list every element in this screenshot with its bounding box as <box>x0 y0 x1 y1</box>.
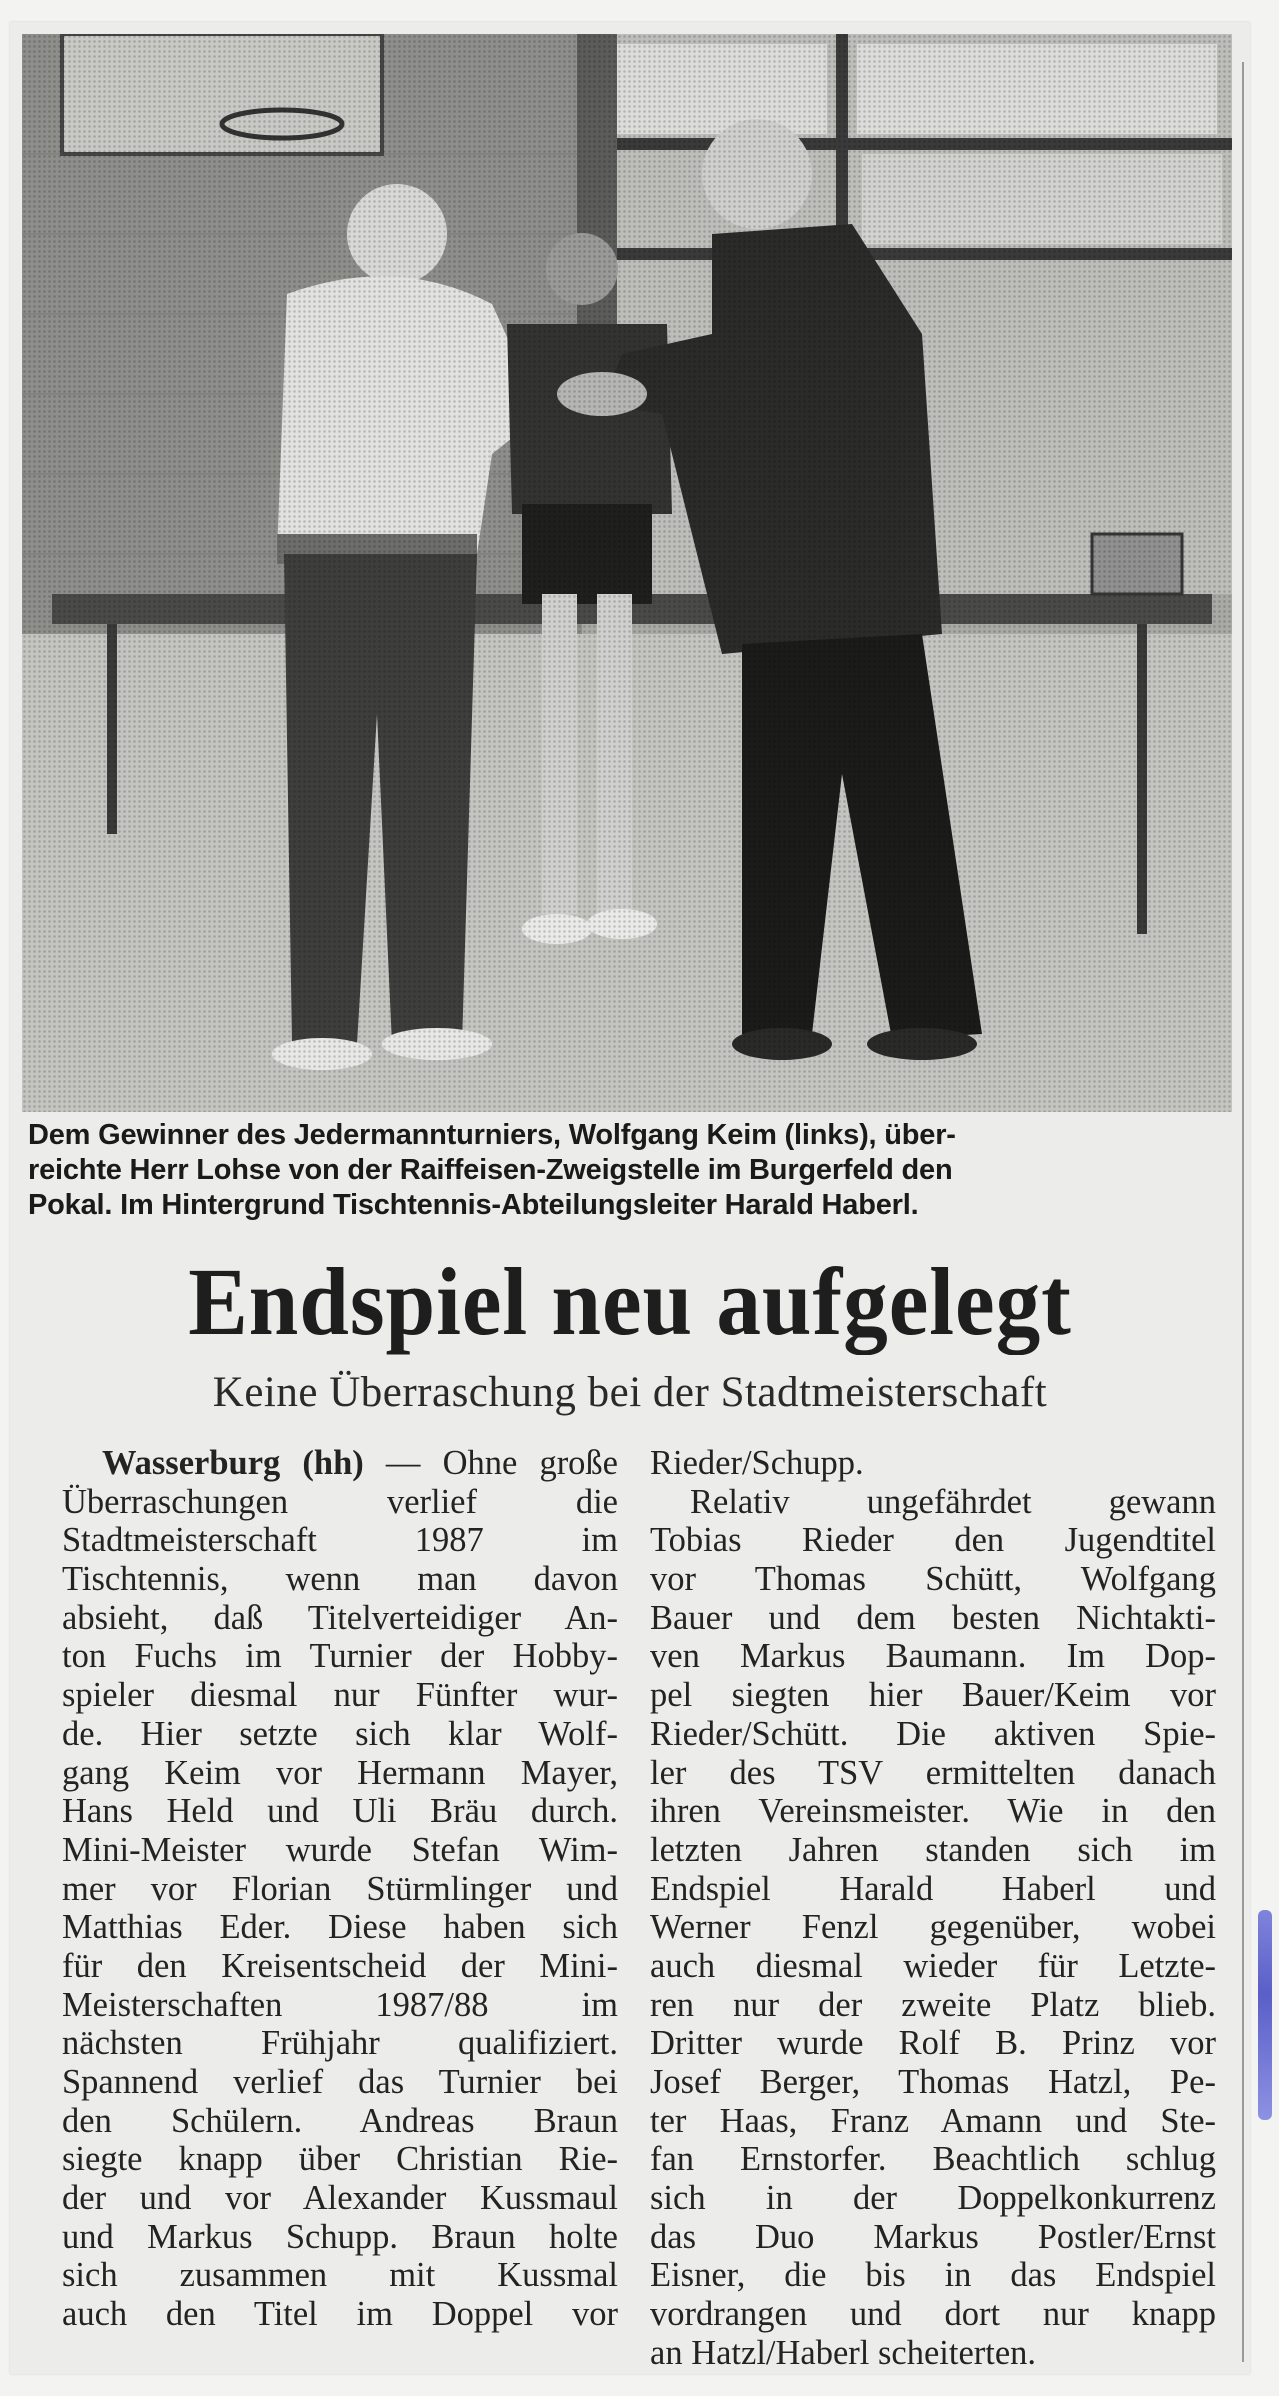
body-line: Rieder/Schupp. <box>650 1444 864 1482</box>
body-line: Tobias Rieder den Jugendtitel <box>650 1521 1216 1560</box>
caption-line: Dem Gewinner des Jedermannturniers, Wolfgang Keim (links), über- <box>28 1119 956 1151</box>
body-line: pel siegten hier Bauer/Keim vor <box>650 1676 1216 1715</box>
dateline: Wasserburg (hh) <box>102 1444 364 1482</box>
body-line: spieler diesmal nur Fünfter wur- <box>62 1676 618 1715</box>
body-line: absieht, daß Titelverteidiger An- <box>62 1598 618 1637</box>
body-line: der und vor Alexander Kussmaul <box>62 2179 618 2218</box>
newspaper-clipping <box>10 22 1250 2374</box>
photo-caption <box>28 1118 1234 1223</box>
body-line: sich in der Doppelkonkurrenz <box>650 2179 1216 2218</box>
body-line: Relativ ungefährdet gewann <box>690 1482 1216 1521</box>
article-headline: Endspiel neu aufgelegt <box>188 1248 1072 1355</box>
body-line: Rieder/Schütt. Die aktiven Spie- <box>650 1714 1216 1753</box>
body-line: Josef Berger, Thomas Hatzl, Pe- <box>650 2063 1216 2101</box>
body-line: auch diesmal wieder für Letzte- <box>650 1946 1216 1985</box>
body-line: Stadtmeisterschaft 1987 im <box>62 1521 618 1560</box>
article-subheadline: Keine Überraschung bei der Stadtmeisterschaft <box>212 1369 1048 1416</box>
article-column-right <box>650 1444 1216 2373</box>
body-line: den Schülern. Andreas Braun <box>62 2101 618 2140</box>
body-line: mer vor Florian Stürmlinger und <box>62 1869 618 1908</box>
body-line: Hans Held und Uli Bräu durch. <box>62 1792 618 1831</box>
body-line: ter Haas, Franz Amann und Ste- <box>650 2101 1216 2140</box>
column-divider <box>632 1447 633 2347</box>
photo-illustration <box>22 34 1232 1112</box>
body-line: siegte knapp über Christian Rie- <box>62 2140 618 2179</box>
body-line: Eisner, die bis in das Endspiel <box>650 2256 1216 2295</box>
body-line: vor Thomas Schütt, Wolfgang <box>650 1560 1216 1599</box>
body-line: ven Markus Baumann. Im Dop- <box>650 1637 1216 1676</box>
body-line: Tischtennis, wenn man davon <box>62 1560 618 1599</box>
body-line: Mini-Meister wurde Stefan Wim- <box>62 1830 618 1869</box>
body-line: auch den Titel im Doppel vor <box>62 2295 618 2334</box>
body-line <box>62 1444 618 1483</box>
body-line: nächsten Frühjahr qualifiziert. <box>62 2024 618 2063</box>
body-line: und Markus Schupp. Braun holte <box>62 2217 618 2256</box>
caption-line: Pokal. Im Hintergrund Tischtennis-Abteilungsleiter Harald Haberl. <box>28 1189 919 1221</box>
body-line: ler des TSV ermittelten danach <box>650 1753 1216 1792</box>
body-line: vordrangen und dort nur knapp <box>650 2295 1216 2334</box>
body-line: Matthias Eder. Diese haben sich <box>62 1908 618 1947</box>
caption-line: reichte Herr Lohse von der Raiffeisen-Zweigstelle im Burgerfeld den <box>28 1154 953 1186</box>
body-line: Werner Fenzl gegenüber, wobei <box>650 1908 1216 1947</box>
body-line: gang Keim vor Hermann Mayer, <box>62 1753 618 1792</box>
body-line: Endspiel Harald Haberl und <box>650 1869 1216 1908</box>
article-column-left <box>62 1444 618 2334</box>
body-line: fan Ernstorfer. Beachtlich schlug <box>650 2140 1216 2179</box>
body-line: de. Hier setzte sich klar Wolf- <box>62 1714 618 1753</box>
body-line: für den Kreisentscheid der Mini- <box>62 1946 618 1985</box>
body-line: Bauer und dem besten Nichtakti- <box>650 1598 1216 1637</box>
body-line: letzten Jahren standen sich im <box>650 1830 1216 1869</box>
body-line: Meisterschaften 1987/88 im <box>62 1985 618 2024</box>
article-photo <box>22 34 1232 1112</box>
pen-mark <box>1258 1910 1272 2120</box>
body-line: ren nur der zweite Platz blieb. <box>650 1985 1216 2024</box>
body-line: Spannend verlief das Turnier bei <box>62 2063 618 2101</box>
body-line: Dritter wurde Rolf B. Prinz vor <box>650 2024 1216 2063</box>
body-line: das Duo Markus Postler/Ernst <box>650 2217 1216 2256</box>
body-line: sich zusammen mit Kussmal <box>62 2256 618 2295</box>
clipping-edge <box>1242 62 1244 2362</box>
body-line: ihren Vereinsmeister. Wie in den <box>650 1792 1216 1831</box>
body-line: ton Fuchs im Turnier der Hobby- <box>62 1637 618 1676</box>
body-line: Überraschungen verlief die <box>62 1482 618 1521</box>
body-text: — Ohne große <box>385 1444 618 1482</box>
body-line: an Hatzl/Haberl scheiterten. <box>650 2333 1037 2372</box>
